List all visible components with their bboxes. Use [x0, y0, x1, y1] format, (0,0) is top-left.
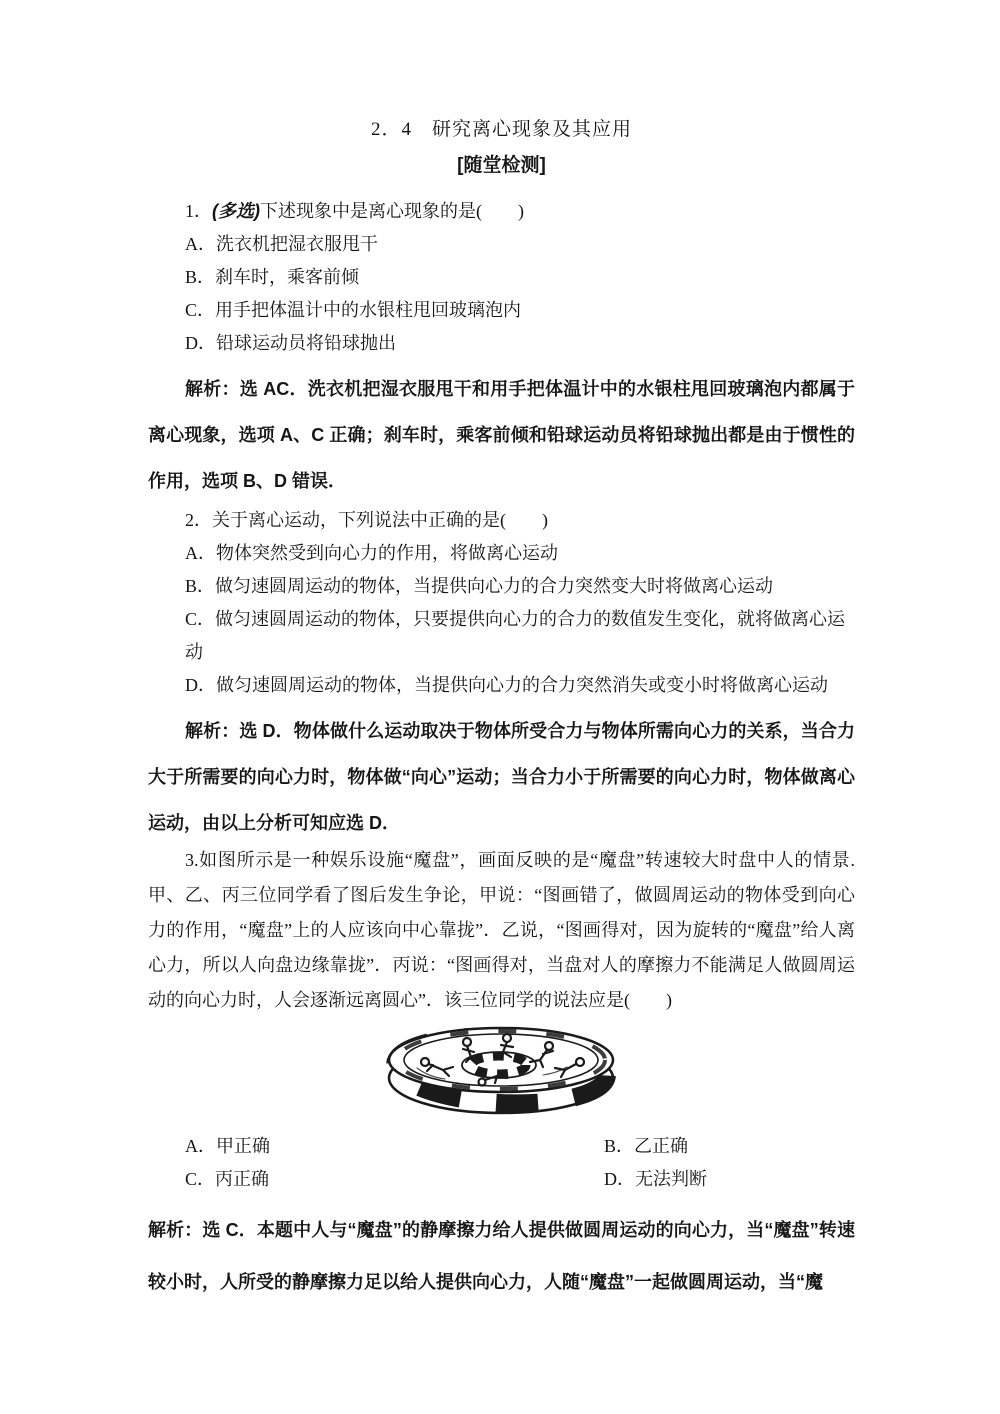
question-2-number: 2．: [185, 510, 212, 530]
q2-option-d: D．做匀速圆周运动的物体，当提供向心力的合力突然消失或变小时将做离心运动: [185, 675, 828, 695]
question-1-number: 1．: [185, 201, 212, 221]
q1-option-b: B．刹车时，乘客前倾: [185, 267, 360, 287]
q2-explanation: 解析：选 D．物体做什么运动取决于物体所受合力与物体所需向心力的关系，当合力大于所需要的向心力时，物体做“向心”运动；当合力小于所需要的向心力时，物体做离心运动，由以上分析可知应选 D．: [148, 721, 855, 833]
question-2-stem: [148, 504, 855, 537]
question-1-stem: [148, 195, 855, 228]
q1-option-a: A．洗衣机把湿衣服甩干: [185, 234, 378, 254]
q1-option-c: C．用手把体温计中的水银柱甩回玻璃泡内: [185, 300, 522, 320]
section-heading: [随堂检测]: [457, 155, 546, 176]
q3-option-c: C．丙正确: [185, 1169, 270, 1189]
magic-disk-illustration-icon: [383, 1020, 621, 1130]
question-3-text: 如图所示是一种娱乐设施“魔盘”，画面反映的是“魔盘”转速较大时盘中人的情景.甲、乙、丙三位同学看了图后发生争论，甲说：“图画错了，做圆周运动的物体受到向心力的作用，“魔盘”上的人应该向中心靠拢”．乙说，“图画得对，因为旋转的“魔盘”给人离心力，所以人向盘边缘靠拢”．丙说：“图画得对，当盘对人的摩擦力不能满足人做圆周运动的向心力时，人会逐渐远离圆心”．该三位同学的说法应是( ): [148, 850, 855, 1010]
q3-explanation: 解析：选 C．本题中人与“魔盘”的静摩擦力给人提供做圆周运动的向心力，当“魔盘”转速较小时，人所受的静摩擦力足以给人提供向心力，人随“魔盘”一起做圆周运动，当“魔: [148, 1220, 855, 1292]
q2-option-a: A．物体突然受到向心力的作用，将做离心运动: [185, 543, 558, 563]
q1-explanation: 解析：选 AC．洗衣机把湿衣服甩干和用手把体温计中的水银柱甩回玻璃泡内都属于离心现象，选项 A、C 正确；刹车时，乘客前倾和铅球运动员将铅球抛出都是由于惯性的作用，选项 B、D 错误．: [148, 379, 855, 491]
question-2-text: 关于离心运动，下列说法中正确的是( ): [212, 510, 548, 530]
q2-option-c: C．做匀速圆周运动的物体，只要提供向心力的合力的数值发生变化，就将做离心运动: [185, 609, 846, 662]
figure-row: [148, 1020, 855, 1130]
question-3: [148, 843, 855, 1308]
q1-option-d: D．铅球运动员将铅球抛出: [185, 333, 396, 353]
q3-option-d: D．无法判断: [604, 1169, 707, 1189]
q2-option-b: B．做匀速圆周运动的物体，当提供向心力的合力突然变大时将做离心运动: [185, 576, 774, 596]
multi-select-tag: (多选): [212, 201, 260, 221]
q3-option-b: B．乙正确: [604, 1136, 689, 1156]
q3-options-row-1: [148, 1130, 855, 1163]
question-3-number: 3.: [185, 850, 199, 870]
q3-option-a: A．甲正确: [185, 1136, 270, 1156]
question-1: [148, 195, 855, 504]
q3-options-row-2: [148, 1163, 855, 1196]
page-title: 2．4 研究离心现象及其应用: [370, 119, 632, 140]
question-1-text: 下述现象中是离心现象的是( ): [260, 201, 524, 221]
question-3-stem: [148, 843, 855, 1018]
question-2: [148, 504, 855, 846]
